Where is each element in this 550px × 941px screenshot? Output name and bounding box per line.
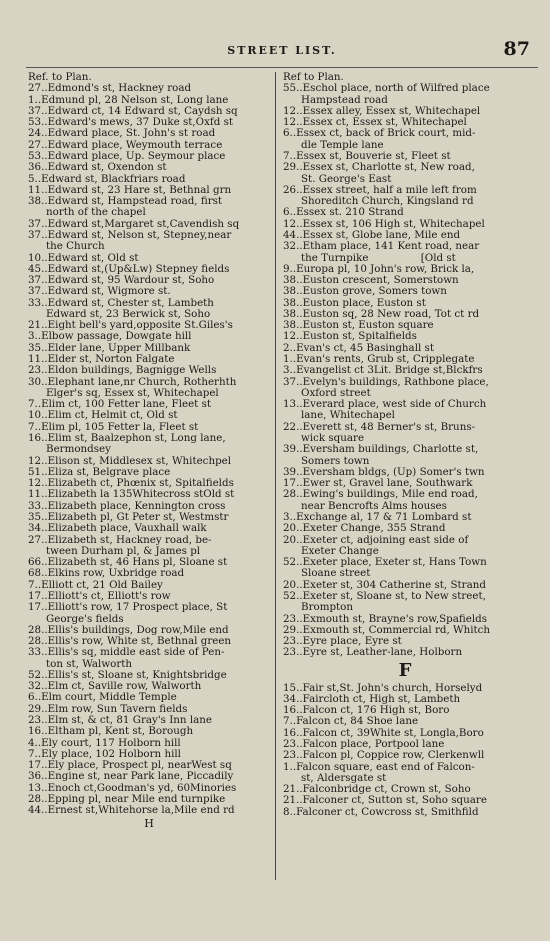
street-entry: 17..Elliott's row, 17 Prospect place, St	[28, 602, 228, 614]
street-entry: 17..Ewer st, Gravel lane, Southwark	[283, 478, 473, 490]
street-entry: 21..Eight bell's yard,opposite St.Giles's	[28, 320, 233, 332]
street-entry: Hampstead road	[301, 94, 388, 106]
street-entry: 23..Falcon place, Portpool lane	[283, 739, 445, 751]
street-entry: Oxford street	[301, 387, 371, 399]
street-entry: 38..Euston crescent, Somerstown	[283, 275, 459, 287]
street-entry: 52..Exeter st, Sloane st, to New street,	[283, 590, 486, 602]
street-entry: 28..Ellis's buildings, Dog row,Mile end	[28, 624, 229, 636]
street-entry: 37..Edward st,Margaret st,Cavendish sq	[28, 218, 240, 230]
street-entry: 32..Etham place, 141 Kent road, near	[283, 241, 480, 253]
street-entry: 28..Epping pl, near Mile end turnpike	[28, 794, 226, 805]
street-entry: 45..Edward st,(Up&Lw) Stepney fields	[28, 263, 230, 275]
street-entry: 34..Faircloth ct, High st, Lambeth	[283, 693, 461, 705]
street-entry: 9..Europa pl, 10 John's row, Brick la,	[283, 263, 475, 275]
street-entry: 16..Elim st, Baalzephon st, Long lane,	[28, 433, 226, 444]
street-entry: 23..Eldon buildings, Bagnigge Wells	[28, 365, 217, 377]
street-entry: 8..Falconer ct, Cowcross st, Smithfild	[283, 806, 479, 818]
street-entry: 66..Elizabeth st, 46 Hans pl, Sloane st	[28, 557, 228, 569]
street-entry: 44..Ernest st,Whitehorse la,Mile end rd	[28, 805, 235, 817]
street-entry: George's fields	[46, 613, 124, 625]
street-entry: Elger's sq, Essex st, Whitechapel	[46, 387, 219, 399]
street-entry: 37..Edward st, Wigmore st.	[28, 286, 171, 298]
street-entry: 35..Elizabeth pl, Gt Peter st, Westmstr	[28, 511, 229, 523]
street-entry: 16..Eltham pl, Kent st, Borough	[28, 726, 194, 738]
street-entry: St. George's East	[301, 173, 392, 185]
street-entry: 20..Exeter Change, 355 Strand	[283, 523, 446, 535]
street-entry: 4..Ely court, 117 Holborn hill	[28, 737, 181, 749]
page-header	[26, 40, 538, 68]
street-entry: 32..Elm ct, Saville row, Walworth	[28, 681, 202, 693]
street-entry: 13..Enoch ct,Goodman's yd, 60Minories	[28, 782, 237, 794]
street-entry: 27..Elizabeth st, Hackney road, be-	[28, 534, 212, 546]
street-entry: 51..Eliza st, Belgrave place	[28, 466, 171, 478]
street-entry: 33..Elizabeth place, Kennington cross	[28, 500, 226, 512]
street-entry: 53..Edward's mews, 37 Duke st,Oxfd st	[28, 117, 234, 129]
street-entry: 29..Elm row, Sun Tavern fields	[28, 703, 188, 715]
street-entry: ton st, Walworth	[46, 658, 133, 670]
street-entry: 6..Essex ct, back of Brick court, mid-	[283, 128, 476, 140]
street-entry: 11..Edward st, 23 Hare st, Bethnal grn	[28, 184, 232, 196]
street-entry: dle Temple lane	[301, 139, 384, 151]
section-letter: F	[398, 659, 412, 681]
street-entry: 12..Elizabeth ct, Phœnix st, Spitalfields	[28, 478, 234, 490]
street-entry: 21..Falconbridge ct, Crown st, Soho	[283, 784, 471, 796]
street-entry: 29..Essex st, Charlotte st, New road,	[283, 162, 475, 174]
street-entry: north of the chapel	[46, 207, 146, 219]
street-entry: 37..Edward ct, 14 Edward st, Caydsh sq	[28, 105, 238, 117]
street-entry: the Church	[46, 241, 105, 253]
street-entry: 10..Elim ct, Helmit ct, Old st	[28, 410, 178, 422]
header-rule	[26, 67, 538, 68]
street-entry: 39..Eversham buildings, Charlotte st,	[283, 444, 479, 456]
street-entry: 7..Ely place, 102 Holborn hill	[28, 748, 181, 760]
street-entry: 5..Edward st, Blackfriars road	[28, 173, 186, 185]
street-entry: 12..Essex alley, Essex st, Whitechapel	[283, 105, 481, 117]
street-entry: st, Aldersgate st	[301, 772, 387, 784]
street-entry: 33..Ellis's sq, middle east side of Pen-	[28, 647, 225, 659]
street-entry: 2..Evan's ct, 45 Basinghall st	[283, 342, 434, 354]
street-entry: 11..Elizabeth la 135Whitecross stOld st	[28, 489, 235, 501]
street-entry: 27..Edward place, Weymouth terrace	[28, 139, 223, 151]
street-entry: 28..Ellis's row, White st, Bethnal green	[28, 636, 232, 648]
street-entry: Edward st, 23 Berwick st, Soho	[46, 308, 211, 320]
street-entry: 30..Elephant lane,nr Church, Rotherhth	[28, 376, 237, 388]
street-entry: 20..Exeter st, 304 Catherine st, Strand	[283, 579, 486, 591]
street-entry: 7..Elliott ct, 21 Old Bailey	[28, 579, 163, 591]
page-number: 87	[503, 38, 530, 60]
street-entry: 3..Elbow passage, Dowgate hill	[28, 331, 192, 343]
street-entry: 23..Eyre place, Eyre st	[283, 636, 402, 648]
street-entry: 28..Ewing's buildings, Mile end road,	[283, 489, 478, 501]
street-entry: 22..Everett st, 48 Berner's st, Bruns-	[283, 421, 476, 433]
street-entry: lane, Whitechapel	[301, 410, 395, 422]
street-entry: 55..Eschol place, north of Wilfred place	[283, 83, 490, 95]
right-column	[283, 72, 527, 818]
street-entry: 10..Edward st, Old st	[28, 252, 139, 264]
street-entry: 21..Falconer ct, Sutton st, Soho square	[283, 795, 487, 807]
street-entry: 52..Ellis's st, Sloane st, Knightsbridge	[28, 669, 227, 681]
street-entry: the Turnpike [Old st	[301, 252, 456, 264]
street-entry: 35..Elder lane, Upper Millbank	[28, 342, 191, 354]
street-entry: 37..Evelyn's buildings, Rathbone place,	[283, 376, 489, 388]
street-entry: 53..Edward place, Up. Seymour place	[28, 150, 226, 162]
street-entry: 38..Euston grove, Somers town	[283, 286, 447, 298]
street-entry: 1..Evan's rents, Grub st, Cripplegate	[283, 354, 475, 366]
left-column	[28, 72, 270, 831]
street-entry: 52..Exeter place, Exeter st, Hans Town	[283, 557, 487, 569]
street-entry: Brompton	[301, 602, 354, 614]
street-entry: 36..Edward st, Oxendon st	[28, 162, 167, 174]
street-entry: 12..Elison st, Middlesex st, Whitechpel	[28, 455, 232, 467]
street-entry: 37..Edward st, 95 Wardour st, Soho	[28, 275, 215, 287]
street-entry: 7..Falcon ct, 84 Shoe lane	[283, 716, 419, 728]
street-entry: 13..Everard place, west side of Church	[283, 399, 487, 411]
street-entry: 36..Engine st, near Park lane, Piccadily	[28, 771, 234, 783]
street-entry: 7..Elim pl, 105 Fetter la, Fleet st	[28, 421, 199, 433]
street-entry: Somers town	[301, 455, 370, 467]
street-entry: 6..Elm court, Middle Temple	[28, 692, 177, 704]
street-entry: 15..Fair st,St. John's church, Horselyd	[283, 682, 483, 694]
street-entry: 23..Exmouth st, Brayne's row,Spafields	[283, 613, 488, 625]
street-entry: 37..Edward st, Nelson st, Stepney,near	[28, 229, 232, 241]
street-entry: 1..Edmund pl, 28 Nelson st, Long lane	[28, 94, 229, 106]
street-entry: 23..Elm st, & ct, 81 Gray's Inn lane	[28, 715, 212, 727]
street-entry: 11..Elder st, Norton Falgate	[28, 354, 175, 366]
street-entry: 20..Exeter ct, adjoining east side of	[283, 534, 469, 546]
street-entry: 27..Edmond's st, Hackney road	[28, 83, 192, 95]
street-entry: Shoreditch Church, Kingsland rd	[301, 196, 474, 208]
running-title: STREET LIST.	[227, 44, 337, 57]
street-entry: 17..Ely place, Prospect pl, nearWest sq	[28, 760, 232, 772]
street-entry: Sloane street	[301, 568, 371, 580]
street-entry: 12..Essex ct, Essex st, Whitechapel	[283, 117, 467, 129]
street-entry: near Bencrofts Alms houses	[301, 500, 447, 512]
street-entry: 7..Elim ct, 100 Fetter lane, Fleet st	[28, 399, 212, 411]
column-divider	[275, 72, 276, 880]
street-entry: 34..Elizabeth place, Vauxhall walk	[28, 523, 207, 535]
street-entry: Exeter Change	[301, 545, 379, 557]
ref-heading: Ref. to Plan.	[28, 71, 92, 83]
street-entry: 24..Edward place, St. John's st road	[28, 128, 216, 140]
street-entry: 39..Eversham bldgs, (Up) Somer's twn	[283, 466, 485, 478]
street-entry: 68..Elkins row, Uxbridge road	[28, 568, 185, 580]
street-entry: 16..Falcon ct, 176 High st, Boro	[283, 705, 450, 717]
street-entry: 38..Euston place, Euston st	[283, 297, 426, 309]
street-entry: Bermondsey	[46, 444, 111, 456]
street-entry: 23..Falcon pl, Coppice row, Clerkenwll	[283, 750, 485, 762]
street-entry: 3..Exchange al, 17 & 71 Lombard st	[283, 511, 472, 523]
street-entry: 17..Elliott's ct, Elliott's row	[28, 590, 171, 602]
street-entry: 38..Edward st, Hampstead road, first	[28, 196, 223, 208]
street-entry: 12..Essex st, 106 High st, Whitechapel	[283, 218, 485, 230]
street-entry: wick square	[301, 433, 365, 444]
street-entry: 1..Falcon square, east end of Falcon-	[283, 761, 475, 773]
street-entry: 44..Essex st, Globe lane, Mile end	[283, 229, 461, 241]
street-entry: 16..Falcon ct, 39White st, Longla,Boro	[283, 727, 484, 739]
street-entry: 26..Essex street, half a mile left from	[283, 184, 477, 196]
catchword: H	[144, 816, 154, 830]
street-entry: 23..Eyre st, Leather-lane, Holborn	[283, 647, 463, 659]
ref-heading: Ref to Plan.	[283, 71, 344, 83]
street-entry: 33..Edward st, Chester st, Lambeth	[28, 297, 214, 309]
street-entry: 6..Essex st. 210 Strand	[283, 207, 404, 219]
street-entry: 38..Euston sq, 28 New road, Tot ct rd	[283, 308, 480, 320]
street-entry: tween Durham pl, & James pl	[46, 545, 201, 557]
street-entry: 38..Euston st, Euston square	[283, 320, 434, 332]
street-entry: 29..Exmouth st, Commercial rd, Whitch	[283, 624, 491, 636]
street-entry: 3..Evangelist ct 3Lit. Bridge st,Blckfrs	[283, 365, 483, 377]
street-entry: 12..Euston st, Spitalfields	[283, 331, 417, 343]
street-entry: 7..Essex st, Bouverie st, Fleet st	[283, 150, 451, 162]
